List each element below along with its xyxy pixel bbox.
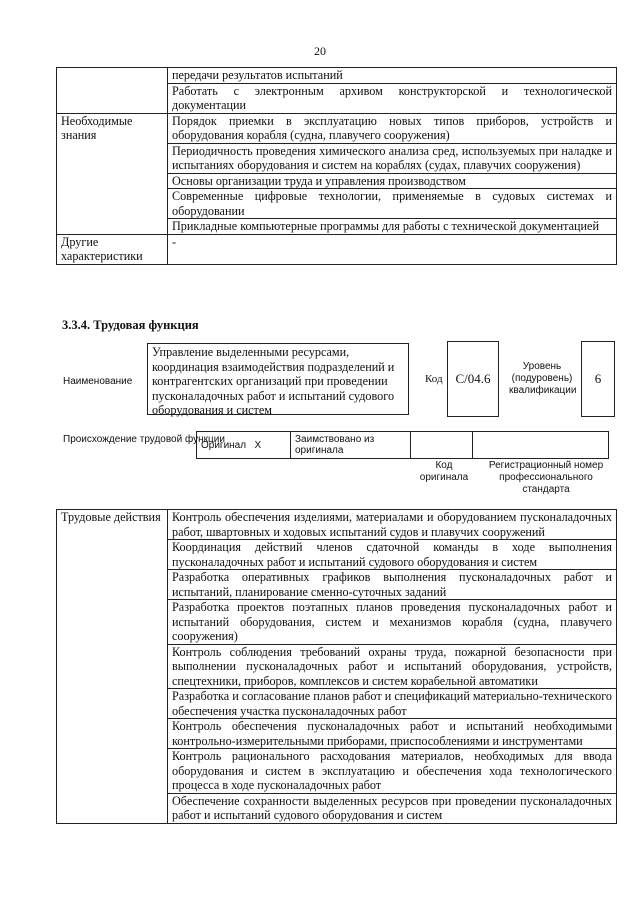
table-cell: Работать с электронным архивом конструкторской и технологической документации [168, 83, 617, 113]
knowledge-table [56, 67, 617, 265]
table-row [57, 113, 617, 143]
table-row [57, 68, 617, 84]
table-cell: Порядок приемки в эксплуатацию новых типов приборов, устройств и оборудования корабля (судна, плавучего сооружения) [168, 113, 617, 143]
section-title: 3.3.4. Трудовая функция [62, 318, 199, 332]
table-cell: Прикладные компьютерные программы для работы с технической документацией [168, 219, 617, 235]
function-code-box: C/04.6 [447, 341, 499, 417]
original-mark: X [251, 432, 291, 459]
borrowed-label: Заимствовано из оригинала [291, 432, 411, 459]
table-cell: Контроль обеспечения изделиями, материалами и оборудованием пусконаладочных работ, швартовных и ходовых испытаний судов и плавучих сооружений [168, 510, 617, 540]
registration-number-caption: Регистрационный номер профессионального стандарта [488, 460, 604, 495]
table-cell: - [168, 234, 617, 264]
origin-label: Происхождение трудовой функции [63, 434, 225, 445]
table-cell: Обеспечение сохранности выделенных ресурсов при проведении пусконаладочных работ и испытаний судового оборудования и систем [168, 793, 617, 823]
knowledge-label: Необходимые знания [57, 113, 168, 234]
table-cell: Контроль соблюдения требований охраны труда, пожарной безопасности при выполнении пусконаладочных работ и испытаний оборудования, устройств, спецтехники, приборов, комплексов и систем корабельной автоматики [168, 644, 617, 689]
table-cell: Контроль рационального расходования материалов, необходимых для ввода оборудования и систем в эксплуатацию и обеспечения хода технологического процесса в ходе пусконаладочных работ [168, 749, 617, 794]
labor-actions-table [56, 509, 617, 824]
table-cell: Современные цифровые технологии, применяемые в судовых системах и оборудовании [168, 189, 617, 219]
level-value-box: 6 [581, 341, 615, 417]
table-cell: Контроль обеспечения пусконаладочных работ и испытаний необходимыми контрольно-измерительными приборами, приспособлениями и инструментами [168, 719, 617, 749]
code-label: Код [425, 373, 443, 385]
other-characteristics-label: Другие характеристики [57, 234, 168, 264]
code-original-caption: Код оригинала [419, 460, 469, 483]
original-label: Оригинал [197, 432, 251, 459]
origin-table [196, 431, 609, 459]
table-cell: Разработка проектов поэтапных планов проведения пусконаладочных работ и испытаний оборудования, систем и механизмов корабля (судна, плавучего сооружения) [168, 600, 617, 645]
original-code-cell [411, 432, 473, 459]
table-cell: передачи результатов испытаний [168, 68, 617, 84]
table-cell: Основы организации труда и управления производством [168, 173, 617, 189]
page-number: 20 [314, 44, 326, 58]
labor-actions-label: Трудовые действия [57, 510, 168, 824]
table-cell-label [57, 68, 168, 114]
registration-number-cell [473, 432, 609, 459]
name-label: Наименование [63, 376, 133, 387]
table-row [57, 510, 617, 540]
table-cell: Разработка и согласование планов работ и спецификаций материально-технического обеспечения участка пусконаладочных работ [168, 689, 617, 719]
table-cell: Периодичность проведения химического анализа сред, используемых при наладке и испытаниях оборудования и систем на кораблях (судах, плавучих сооружения) [168, 143, 617, 173]
function-name-box: Управление выделенными ресурсами, координация взаимодействия подразделений и контрагентских организаций при проведении пусконаладочных работ и испытаний судового оборудования и систем [147, 343, 409, 415]
table-row [57, 234, 617, 264]
level-label: Уровень (подуровень) квалификации [509, 361, 577, 396]
table-cell: Разработка оперативных графиков выполнения пусконаладочных работ и испытаний, планирование сменно-суточных заданий [168, 570, 617, 600]
table-cell: Координация действий членов сдаточной команды в ходе выполнения пусконаладочных работ и испытаний судового оборудования и систем [168, 540, 617, 570]
